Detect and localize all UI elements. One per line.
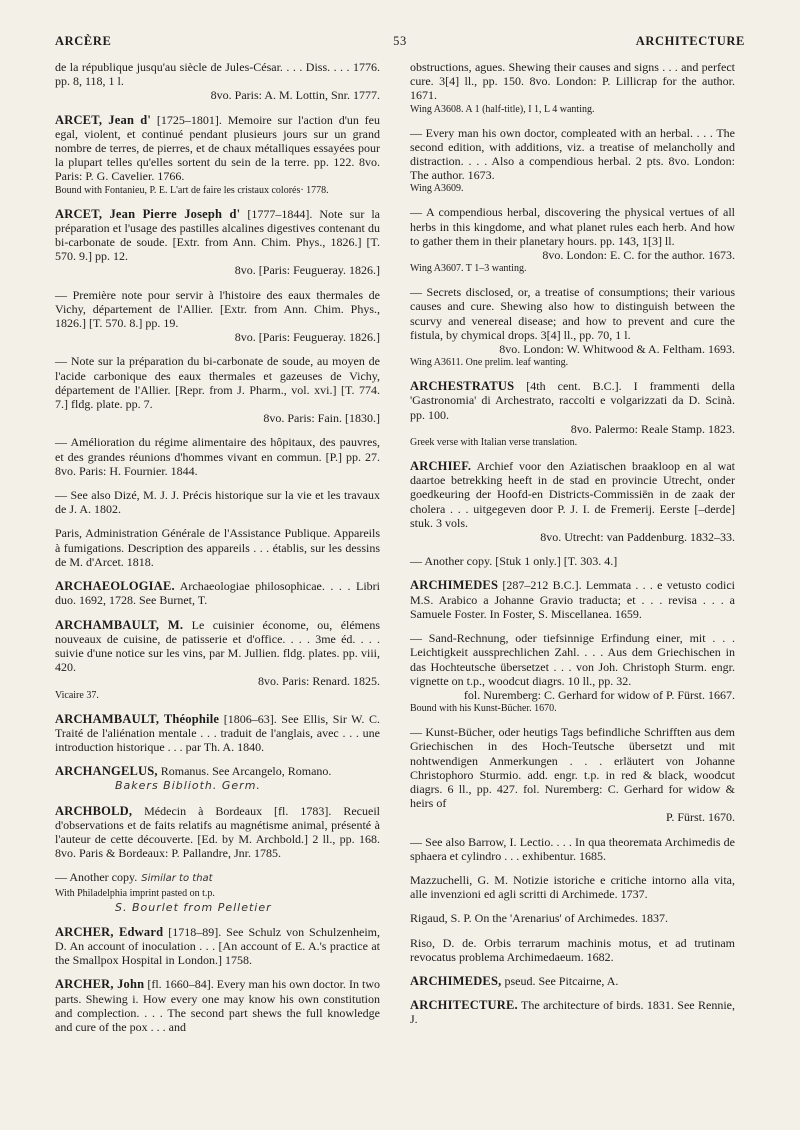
entry-note: Wing A3608. A 1 (half-title), I 1, L 4 wanting.: [410, 103, 595, 115]
page-number: 53: [393, 34, 407, 48]
entry-heading: ARCHESTRATUS: [410, 379, 515, 394]
entry-text: — Secrets disclosed, or, a treatise of consumptions; their various causes and cure. Shewing also how to distinguish between the scurvy and venereal disease; and how to prevent and cure the fistula, by chymical drops. 3[4] ll., pp. 70, 1 l.: [410, 285, 735, 342]
catalog-entry: [410, 285, 735, 369]
catalog-entry: [410, 835, 735, 863]
entry-heading: ARCHIMEDES: [410, 578, 499, 593]
header-right: ARCHITECTURE: [635, 34, 745, 48]
catalog-entry: [410, 725, 735, 824]
entry-text: — See also Dizé, M. J. J. Précis historique sur la vie et les travaux de J. A. 1802.: [55, 488, 380, 517]
entry-imprint: 8vo. Palermo: Reale Stamp. 1823.: [570, 421, 735, 436]
entry-heading: ARCHAEOLOGIAE.: [55, 579, 175, 594]
catalog-entry: [55, 488, 380, 516]
entry-text: [1806–63]. See Ellis, Sir W. C. Traité de l'aliénation mentale . . . traduit de l'anglais, avec . . . une introduction historique . . . par Th. A. 1840.: [55, 711, 381, 754]
catalog-entry: [55, 618, 380, 702]
entry-heading: ARCET, Jean Pierre Joseph d': [55, 206, 241, 221]
entry-text: [4th cent. B.C.]. I frammenti della 'Gastronomia' di Archestrato, raccolti e volgarizzati da D. Scinà. pp. 100.: [410, 379, 735, 422]
catalog-entry: [410, 60, 735, 116]
header-left: ARCÈRE: [55, 34, 112, 48]
entry-text: — See also Barrow, I. Lectio. . . . In qua theoremata Archimedis de sphaera et cylindro . . . exhibentur. 1685.: [410, 834, 735, 863]
entry-heading: ARCHAMBAULT, M.: [55, 617, 184, 632]
catalog-entry: [55, 804, 380, 861]
entry-note: Vicaire 37.: [55, 689, 99, 701]
entry-note: Wing A3607. T 1–3 wanting.: [410, 263, 527, 275]
catalog-entry: [55, 925, 380, 968]
entry-text: — Every man his own doctor, compleated with an herbal. . . . The second edition, with additions, viz. a treatise of melancholly and distraction. . . . Also a compendious herbal. 2 pts. 8vo. London: The author. 1673.: [410, 125, 735, 183]
catalog-entry: [55, 288, 380, 345]
catalog-entry: [410, 205, 735, 275]
catalog-entry: [410, 936, 735, 964]
catalog-entry: [55, 712, 380, 755]
catalog-entry: [410, 974, 735, 988]
entry-heading: ARCHAMBAULT, Théophile: [55, 711, 220, 726]
catalog-entry: [55, 207, 380, 278]
entry-text: Rigaud, S. P. On the 'Arenarius' of Archimedes. 1837.: [410, 911, 668, 926]
entry-imprint: 8vo. London: W. Whitwood & A. Feltham. 1693.: [499, 342, 735, 357]
entry-heading: ARCHANGELUS,: [55, 764, 158, 779]
catalog-entry: [55, 977, 380, 1034]
catalog-entry: [55, 354, 380, 425]
entry-text: Romanus. See Arcangelo, Romano.: [160, 764, 332, 779]
catalog-entry: [55, 870, 380, 914]
catalog-entry: [410, 911, 735, 925]
catalog-entry: [55, 526, 380, 569]
catalog-entry: [410, 631, 735, 715]
entry-imprint: 8vo. London: E. C. for the author. 1673.: [542, 248, 735, 263]
entry-text: [fl. 1660–84]. Every man his own doctor. In two parts. Shewing i. How every one may know his own constitution and complection. . . . The second part shews the full knowledge and cure of the pox . . . and: [55, 977, 380, 1034]
entry-text: Médecin à Bordeaux [fl. 1783]. Recueil d'observations et de faits relatifs au magnétisme animal, présenté à l'auteur de cette découverte. [Ed. by M. Archbold.] 2 ll., pp. 168. 8vo. Paris & Bordeaux: P. Pallandre, Jnr. 1785.: [55, 803, 380, 861]
catalog-entry: [55, 60, 380, 103]
entry-imprint: 8vo. Utrecht: van Paddenburg. 1832–33.: [540, 530, 735, 545]
entry-note: Greek verse with Italian verse translation.: [410, 437, 578, 449]
catalog-entry: [55, 435, 380, 478]
catalog-entry: [410, 998, 735, 1026]
entry-text: — Première note pour servir à l'histoire des eaux thermales de Vichy, département de l'Allier. [Extr. from Ann. Chim. Phys., 1826.] [T. 570. 8.] pp. 19.: [55, 287, 380, 331]
left-column: [55, 60, 380, 1044]
entry-text: Le cuisinier économe, ou, élémens nouveaux de cuisine, de patisserie et d'office. . . . 3me éd. . . . suivie d'une notice sur les vins, par M. Jullien. fldg. plates. pp. viii, 420.: [55, 617, 381, 675]
entry-text: Mazzuchelli, G. M. Notizie istoriche e critiche intorno alla vita, alle invenzioni ed agli scritti di Archimede. 1737.: [410, 872, 735, 902]
entry-text: [287–212 B.C.]. Lemmata . . . e vetusto codici M.S. Arabico a Johanne Gravio traducta; et . . . revisa . . . a Samuele Foster. In Foster, S. Miscellanea. 1659.: [410, 578, 735, 621]
handwritten-annotation: Bakers Biblioth. Germ.: [115, 779, 261, 793]
catalog-entry: [410, 873, 735, 901]
catalog-entry: [410, 459, 735, 544]
entry-text: — Amélioration du régime alimentaire des hôpitaux, des pauvres, et des grandes réunions d'hommes vivant en commun. [P.] pp. 27. 8vo. Paris: H. Fournier. 1844.: [55, 435, 380, 478]
entry-text: — A compendious herbal, discovering the physical vertues of all herbs in this kingdome, and what planet rules each herb. And how to gather them in their planetary hours. pp. 143, 1[3] ll.: [410, 205, 735, 248]
entry-text: Paris, Administration Générale de l'Assistance Publique. Appareils à fumigations. Description des appareils . . . établis, sur les dessins de M. d'Arcet. 1818.: [55, 526, 380, 569]
catalog-entry: [55, 579, 380, 607]
catalog-entry: [55, 764, 380, 793]
right-column: [410, 60, 735, 1037]
entry-text: — Sand-Rechnung, oder tiefsinnige Erfindung einer, mit . . . Leichtigkeit aussprechlichen Zahl. . . . Aus dem Griechischen in das Hochteutsche übersetzet . . . von Joh. Christoph Sturm. engr. vignette on t.p., woodcut diagrs. 10 ll., pp. 32.: [410, 631, 735, 688]
entry-imprint: 8vo. Paris: Fain. [1830.]: [263, 411, 380, 426]
entry-note: Wing A3611. One prelim. leaf wanting.: [410, 357, 569, 369]
catalog-entry: [55, 113, 380, 197]
entry-text: — Kunst-Bücher, oder heutigs Tags befindliche Schrifften aus dem Griechischen in des Hoch-Teutsche übersetzt und mit nohtwendigen Anmerkungen . . . erläutert von Johanne Christophoro Sturmio. add. engr. t.p. in red & black, woodcut diagrs. 6 ll., pp. 427. fol. Nuremberg: C. Gerhard for widow & heirs of: [410, 725, 735, 811]
entry-imprint: 8vo. Paris: A. M. Lottin, Snr. 1777.: [210, 88, 380, 103]
handwritten-annotation: S. Bourlet from Pelletier: [115, 900, 272, 914]
entry-heading: ARCHER, John: [55, 977, 145, 992]
catalog-entry: [410, 126, 735, 196]
entry-text: Archief voor den Aziatischen braakloop en al wat daartoe betrekking heeft in de stad en provincie Utrecht, onder goedkeuring der Hoofd-en Districts-Commissiën in de zaak der cholera . . . uitgegeven door P. J. I. de Fremerij. Eerste [–derde] stuk. 3 vols.: [410, 459, 735, 530]
entry-text: pseud. See Pitcairne, A.: [504, 973, 619, 988]
entry-text: Archaeologiae philosophicae. . . . Libri duo. 1692, 1728. See Burnet, T.: [55, 579, 380, 608]
entry-imprint: 8vo. [Paris: Feugueray. 1826.]: [234, 263, 380, 278]
entry-imprint: 8vo. Paris: Renard. 1825.: [258, 674, 380, 689]
entry-text: [1725–1801]. Memoire sur l'action d'un feu egal, violent, et continué pendant plusieurs jours sur un grand nombre de terres, de pierres, et de chaux métalliques essayées pour la plupart telles qu'elles sortent du sein de la terre. pp. 122. 8vo. Paris: P. G. Cavelier. 1766.: [55, 112, 380, 184]
entry-text: Riso, D. de. Orbis terrarum machinis motus, et ad trutinam revocatus problema Archimedaeum. 1682.: [410, 935, 735, 964]
entry-heading: ARCHBOLD,: [55, 803, 133, 818]
catalog-entry: [410, 379, 735, 449]
entry-imprint: 8vo. [Paris: Feugueray. 1826.]: [234, 330, 380, 345]
entry-imprint: fol. Nuremberg: C. Gerhard for widow of P. Fürst. 1667.: [463, 687, 735, 702]
entry-text: de la république jusqu'au siècle de Jules-César. . . . Diss. . . . 1776. pp. 8, 118, 1 l.: [55, 60, 380, 89]
entry-heading: ARCHER, Edward: [55, 924, 164, 939]
entry-text: — Another copy.: [55, 870, 138, 885]
entry-text: The architecture of birds. 1831. See Rennie, J.: [410, 998, 735, 1027]
entry-text: — Note sur la préparation du bi-carbonate de soude, au moyen de l'acide carbonique des eaux thermales et gazeuses de Vichy, département de l'Allier. [Repr. from J. Pharm., vol. xvi.] [T. 774. 7.] fldg. plate. pp. 7.: [55, 354, 380, 412]
entry-heading: ARCHITECTURE.: [410, 998, 518, 1013]
entry-note: Bound with his Kunst-Bücher. 1670.: [410, 703, 557, 715]
handwritten-annotation: Similar to that: [141, 873, 213, 885]
running-header: [55, 34, 745, 52]
entry-note: Bound with Fontanieu, P. E. L'art de faire les cristaux colorés· 1778.: [55, 184, 329, 196]
entry-imprint: P. Fürst. 1670.: [665, 810, 735, 825]
entry-text: obstructions, agues. Shewing their causes and signs . . . and perfect cure. 3[4] ll., pp. 150. 8vo. London: P. Lillicrap for the author. 1671.: [410, 60, 735, 103]
entry-text: [1777–1844]. Note sur la préparation et l'usage des pastilles alcalines digestives contenant du bi-carbonate de soude. [Extr. from Ann. Chim. Phys., 1826.] [T. 570. 9.] pp. 12.: [55, 206, 380, 264]
entry-note: With Philadelphia imprint pasted on t.p.: [55, 887, 215, 899]
entry-text: [1718–89]. See Schulz von Schulzenheim, D. An account of inoculation . . . [An account of E. A.'s practice at the Smallpox Hospital in London.] 1758.: [55, 924, 381, 968]
catalog-entry: [410, 578, 735, 621]
entry-heading: ARCHIEF.: [410, 459, 472, 474]
entry-note: Wing A3609.: [410, 183, 464, 195]
entry-heading: ARCHIMEDES,: [410, 973, 502, 988]
catalog-entry: [410, 554, 735, 568]
entry-text: — Another copy. [Stuk 1 only.] [T. 303. 4.]: [410, 554, 618, 569]
entry-heading: ARCET, Jean d': [55, 112, 152, 127]
